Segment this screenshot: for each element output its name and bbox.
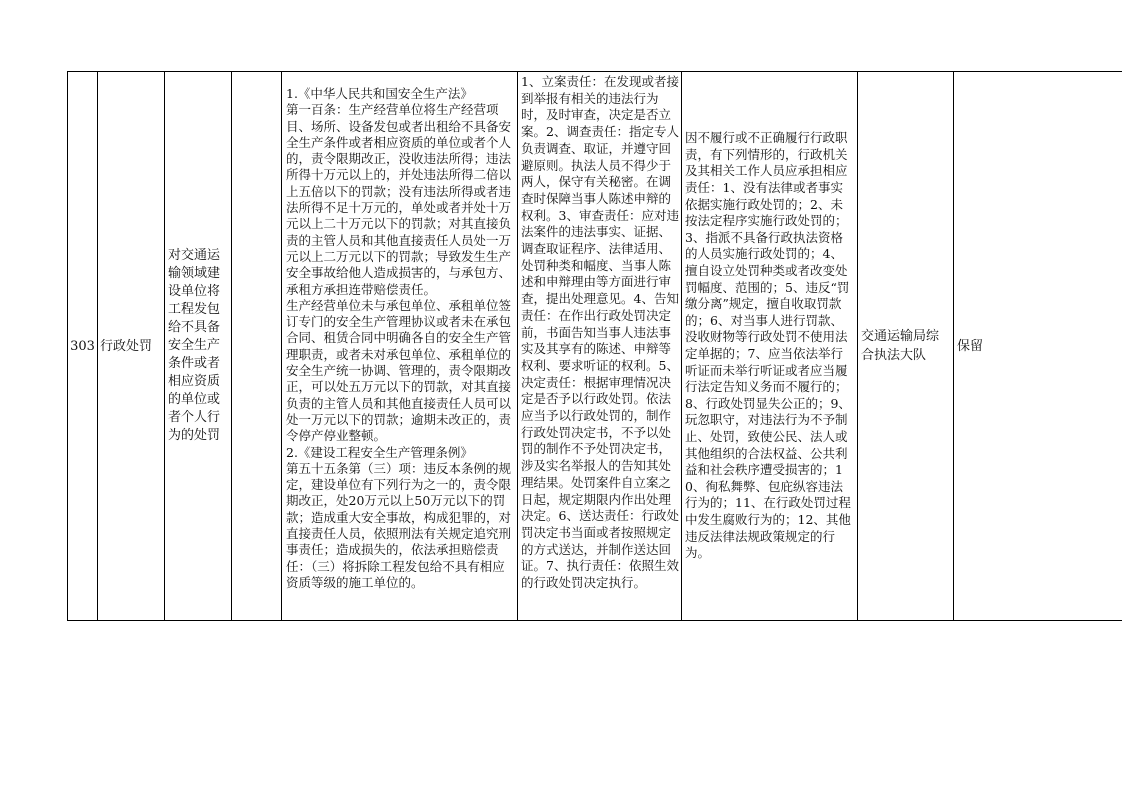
row-number: 303	[68, 72, 98, 620]
basis-law-1-title: 1.《中华人民共和国安全生产法》	[286, 86, 473, 101]
table-row	[67, 71, 1122, 621]
legal-basis	[282, 72, 518, 620]
remark: 保留	[957, 338, 984, 354]
power-item-name	[165, 72, 232, 620]
sub-item-cell	[232, 72, 282, 620]
department-text: 交通运输局综合执法大队	[861, 329, 940, 363]
implementing-department	[858, 72, 954, 620]
responsibility-items	[518, 72, 682, 620]
basis-law-1-article-2: 生产经营单位未与承包单位、承租单位签订专门的安全生产管理协议或者未在承包合同、租赁合同中明确各自的安全生产管理职责，或者未对承包单位、承租单位的安全生产统一协调、管理的，责令限期改正，可以处五万元以下的罚款，对其直接负责的主管人员和其他直接责任人员可以处一万元以下的罚款；逾期未改正的，责令停产停业整顿。	[286, 297, 512, 444]
accountability-text: 因不履行或不正确履行行政职责，有下列情形的，行政机关及其相关工作人员应承担相应责任：1、没有法律或者事实依据实施行政处罚的；2、未按法定程序实施行政处罚的；3、指派不具备行政执法资格的人员实施行政处罚的；4、擅自设立处罚种类或者改变处罚幅度、范围的；5、违反“罚缴分离”规定，擅自收取罚款的；6、对当事人进行罚款、没收财物等行政处罚不使用法定单据的；7、应当依法举行听证而未举行听证或者应当履行法定告知义务而不履行的；8、行政处罚显失公正的；9、玩忽职守，对违法行为不予制止、处罚，致使公民、法人或其他组织的合法权益、公共利益和社会秩序遭受损害的；10、徇私舞弊、包庇纵容违法行为的；11、在行政处罚过程中发生腐败行为的；12、其他违反法律法规政策规定的行为。	[685, 130, 851, 561]
power-item-text: 对交通运输领域建设单位将工程发包给不具备安全生产条件或者相应资质的单位或者个人行为的处罚	[168, 248, 221, 443]
basis-law-2-article: 第五十五条第（三）项：违反本条例的规定，建设单位有下列行为之一的，责令限期改正，处20万元以上50万元以下的罚款；造成重大安全事故，构成犯罪的，对直接责任人员，依照刑法有关规定追究刑事责任；造成损失的，依法承担赔偿责任：（三）将拆除工程发包给不具有相应资质等级的施工单位的。	[286, 460, 512, 590]
responsibility-text: 1、立案责任：在发现或者接到举报有相关的违法行为时，及时审查，决定是否立案。2、调查责任：指定专人负责调查、取证，并遵守回避原则。执法人员不得少于两人，保守有关秘密。在调查时保障当事人陈述申辩的权利。3、审查责任：应对违法案件的违法事实、证据、调查取证程序、法律适用、处罚种类和幅度、当事人陈述和申辩理由等方面进行审查，提出处理意见。4、告知责任：在作出行政处罚决定前，书面告知当事人违法事实及其享有的陈述、申辩等权利、要求听证的权利。5、决定责任：根据审理情况决定是否予以行政处罚。依法应当予以行政处罚的，制作行政处罚决定书，不予以处罚的制作不予处罚决定书，涉及实名举报人的告知其处理结果。处罚案件自立案之日起，规定期限内作出处理决定。6、送达责任：行政处罚决定书当面或者按照规定的方式送达，并制作送达回证。7、执行责任：依照生效的行政处罚决定执行。	[521, 74, 679, 591]
basis-law-2-title: 2.《建设工程安全生产管理条例》	[286, 444, 473, 460]
accountability-situations	[682, 72, 858, 620]
basis-law-1-article: 第一百条：生产经营单位将生产经营项目、场所、设备发包或者出租给不具备安全生产条件或者相应资质的单位或者个人的，责令限期改正，没收违法所得；违法所得十万元以上的，并处违法所得二倍以上五倍以下的罚款；没有违法所得或者违法所得不足十万元的，单处或者并处十万元以上二十万元以下的罚款；对其直接负责的主管人员和其他直接责任人员处一万元以上二万元以下的罚款；导致发生生产安全事故给他人造成损害的，与承包方、承租方承担连带赔偿责任。	[286, 102, 512, 297]
power-type: 行政处罚	[98, 72, 165, 620]
